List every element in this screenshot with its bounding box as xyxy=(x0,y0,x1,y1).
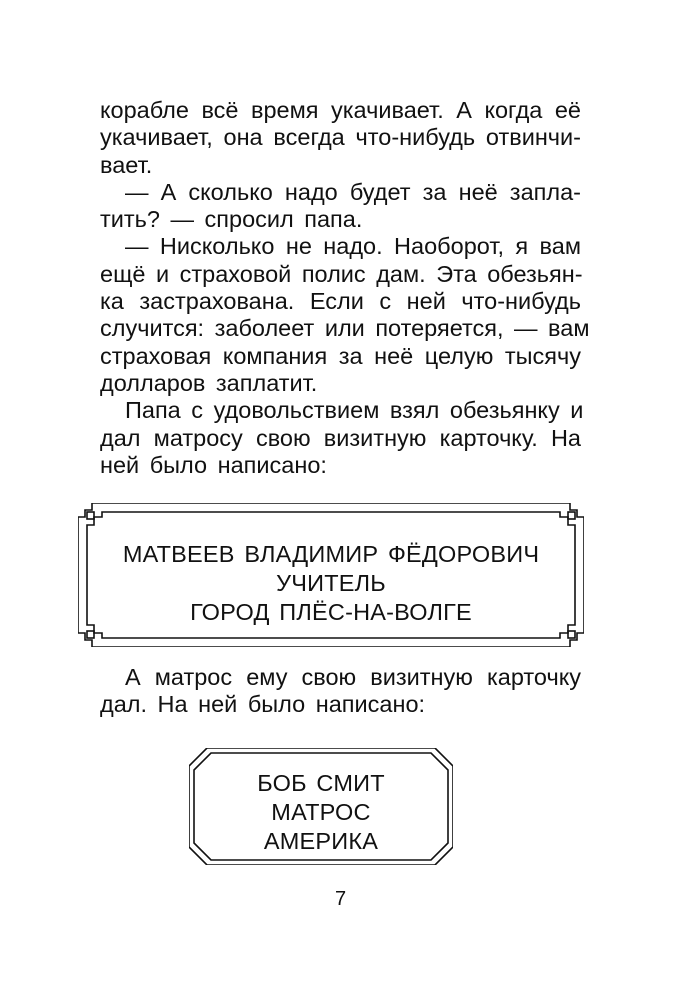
text-line: — Нисколько не надо. Наоборот, я вам xyxy=(125,233,581,260)
text-line: дал матросу свою визитную карточку. На xyxy=(100,424,581,451)
text-line: А матрос ему свою визитную карточку xyxy=(125,664,581,690)
card-city: ГОРОД ПЛЁС-НА-ВОЛГЕ xyxy=(190,599,472,625)
text-line: корабле всё время укачивает. А когда её xyxy=(100,97,581,123)
business-card-sailor xyxy=(189,748,453,865)
text-line: случится: заболеет или потеряется, — вам xyxy=(100,315,590,342)
card-text xyxy=(78,540,584,627)
text-line: ещё и страховой полис дам. Эта обезьян- xyxy=(100,260,583,287)
text-line: дал. На ней было написано: xyxy=(100,691,426,718)
business-card-teacher xyxy=(78,503,584,647)
text-line: тить? — спросил папа. xyxy=(100,206,363,233)
text-line: долларов заплатит. xyxy=(100,369,318,396)
text-line: — А сколько надо будет за неё запла- xyxy=(125,178,581,205)
page-number: 7 xyxy=(334,888,347,910)
card-country: АМЕРИКА xyxy=(263,828,379,854)
text-paragraphs-top xyxy=(100,97,590,479)
card-name: МАТВЕЕВ ВЛАДИМИР ФЁДОРОВИЧ xyxy=(122,541,540,567)
card-text xyxy=(189,769,453,856)
text-line: вает. xyxy=(100,151,153,178)
text-line: ка застрахована. Если с ней что-нибудь xyxy=(100,288,581,315)
text-line: укачивает, она всегда что-нибудь отвинчи- xyxy=(100,124,581,151)
text-line: Папа с удовольствием взял обезьянку и xyxy=(125,397,584,424)
card-name: БОБ СМИТ xyxy=(257,770,385,796)
text-paragraphs-middle xyxy=(100,664,581,719)
card-profession: УЧИТЕЛЬ xyxy=(276,570,386,596)
text-line: страховая компания за неё целую тысячу xyxy=(100,342,581,369)
card-profession: МАТРОС xyxy=(271,799,371,825)
text-line: ней было написано: xyxy=(100,451,327,478)
